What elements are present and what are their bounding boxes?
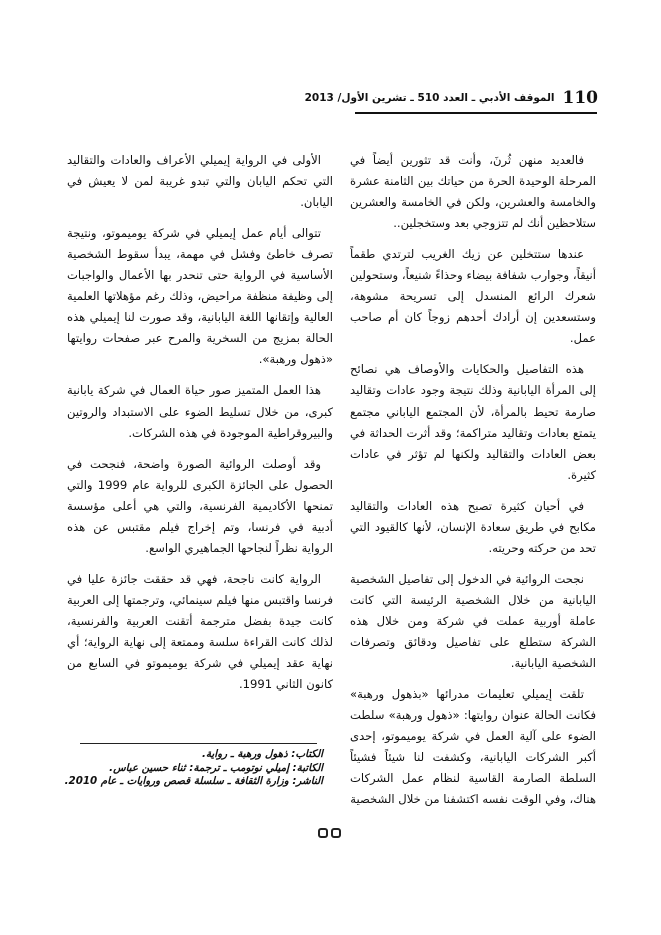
footer-ornament-icon — [318, 828, 344, 842]
paragraph: نجحت الروائية في الدخول إلى تفاصيل الشخصية اليابانية من خلال الشخصية الرئيسة التي كانت عاملة أوربية عملت في شركة ومن خلال هذه الشركة ستطلع على تفاصيل ودقائق وتصرفات الشخصية اليابانية. — [350, 571, 596, 671]
right-column — [350, 150, 596, 820]
paragraph: عندها ستتخلين عن زيك الغريب لترتدي طقماً أنيقاً، وجوارب شفافة بيضاء وحذاءً شنيعاً، وستحولين شعرك الرائع المنسدل إلى تسريحة مشوهة، وستسعدين إن أرادك أحدهم زوجاً كان أم صاحب عمل. — [350, 247, 596, 346]
paragraph: تتوالى أيام عمل إيميلي في شركة يوميموتو، ونتيجة تصرف خاطئ وفشل في مهمة، يبدأ سقوط الشخصية الأساسية في الرواية حتى تنحدر بها الأعمال والواجبات إلى وظيفة منظفة مراحيض، وذلك رغم مؤهلاتها العلمية العالية وإتقانها اللغة اليابانية، وقد صورت لنا إيميلي هذه الحالة بمزيج من السخرية والمرح عبر صفحات روايتها «ذهول ورهبة». — [67, 226, 333, 367]
credit-publisher: الناشر: وزارة الثقافة ـ سلسلة قصص وروايات ـ عام 2010. — [64, 775, 323, 787]
paragraph: في أحيان كثيرة تصبح هذه العادات والتقاليد مكابح في طريق سعادة الإنسان، لأنها كالقيود التي تحد من حركته وحريته. — [350, 498, 596, 555]
credit-author: الكاتبة: إميلي نوتومب ـ ترجمة: ثناء حسين عباس. — [109, 761, 323, 774]
ornament-square — [318, 828, 328, 838]
paragraph: الأولى في الرواية إيميلي الأعراف والعادات والتقاليد التي تحكم اليابان والتي تبدو غريبة لمن لا يعيش في اليابان. — [67, 153, 333, 210]
paragraph: فالعديد منهن ثُرنَ، وأنت قد تثورين أيضاً في المرحلة الوحيدة الحرة من حياتك بين الثامنة عشرة والخامسة والعشرين، ولكن في الخامسة والعشرين ستلاحظين أنك لم تتزوجي بعد وستخجلين.. — [350, 153, 596, 231]
ornament-square — [331, 828, 341, 838]
paragraph: الرواية كانت ناجحة، فهي قد حققت جائزة عليا في فرنسا واقتبس منها فيلم سينمائي، وترجمتها إلى العربية كانت جيدة بفضل مترجمة أتقنت العربية والفرنسية، لذلك كانت القراءة سلسة وممتعة إلى نهاية الرواية؛ أي نهاية عقد إيميلي في شركة يوميموتو في السابع من كانون الثاني 1991. — [67, 571, 333, 692]
credit-book: الكتاب: ذهول ورهبة ـ رواية. — [201, 748, 323, 760]
page-number: 110 — [562, 88, 598, 108]
page-header — [304, 84, 598, 112]
issue-line: الموقف الأدبي ـ العدد 510 ـ تشرين الأول/ 2013 — [304, 92, 555, 104]
book-credits — [60, 748, 323, 789]
paragraph: وقد أوصلت الروائية الصورة واضحة، فنجحت في الحصول على الجائزة الكبرى للرواية عام 1999 والتي تمنحها الأكاديمية الفرنسية، والتي هي أعلى مؤسسة أدبية في فرنسا، وتم إخراج فيلم مقتبس عن هذه الرواية نظراً لنجاحها الجماهيري الواسع. — [67, 456, 333, 555]
paragraph: هذا العمل المتميز صور حياة العمال في شركة يابانية كبرى، من خلال تسليط الضوء على الاستبداد والروتين والبيروقراطية الموجودة في هذه الشركات. — [67, 383, 333, 440]
paragraph: تلقت إيميلي تعليمات مدرائها «بذهول ورهبة» فكانت الحالة عنوان روايتها: «ذهول ورهبة» سلطت الضوء على آلية العمل في شركة يوميموتو، إحدى أكبر الشركات اليابانية، وكشفت لنا شيئاً فشيئاً السلطة الصارمة القاسية لنظام عمل الشركات هناك، وفي الوقت نفسه اكتشفنا من خلال الشخصية — [350, 687, 596, 807]
credits-divider — [80, 743, 317, 744]
left-column — [67, 150, 333, 705]
header-rule — [355, 112, 597, 114]
paragraph: هذه التفاصيل والحكايات والأوصاف هي نصائح إلى المرأة اليابانية وذلك نتيجة وجود عادات وتقاليد صارمة تحيط بالمرأة، لأن المجتمع الياباني مجتمع يتمتع بعادات وتقاليد متراكمة؛ وقد أثرت الحداثة في بعض العادات والتقاليد ولكنها لم تؤثر في عادات كثيرة. — [350, 362, 596, 482]
